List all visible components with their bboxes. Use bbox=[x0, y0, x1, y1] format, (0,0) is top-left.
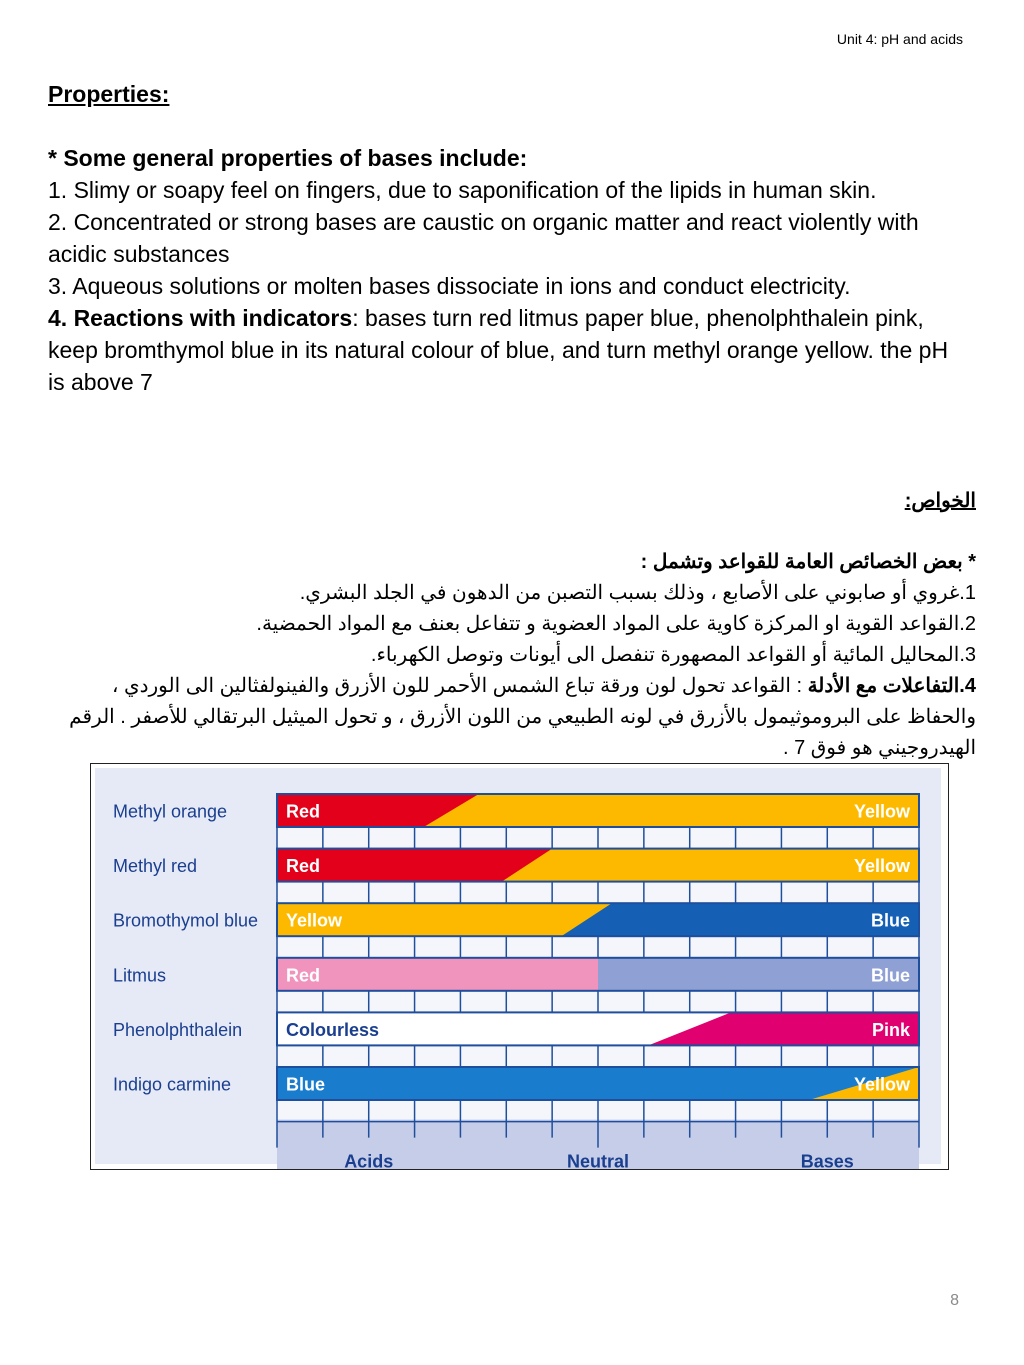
unit-header: Unit 4: pH and acids bbox=[836, 31, 963, 47]
english-item-4-heading: 4. Reactions with indicators bbox=[48, 305, 353, 331]
indicator-base-label: Yellow bbox=[853, 1074, 910, 1095]
arabic-item-1: 1.غروي أو صابوني على الأصابع ، وذلك بسبب التصبن من الدهون في الجلد البشري. bbox=[299, 582, 976, 604]
page-number: 8 bbox=[950, 1292, 959, 1309]
english-item-2: 2. Concentrated or strong bases are caustic on organic matter and react violently with acidic substances bbox=[48, 209, 919, 267]
axis-label: Acids bbox=[344, 1151, 394, 1169]
arabic-item-4-heading: 4.التفاعلات مع الأدلة bbox=[807, 675, 976, 697]
english-item-3: 3. Aqueous solutions or molten bases dissociate in ions and conduct electricity. bbox=[48, 273, 851, 299]
indicator-acid-color-region bbox=[277, 1067, 919, 1100]
arabic-title: الخواص: bbox=[904, 490, 976, 512]
english-section bbox=[48, 78, 968, 398]
arabic-section bbox=[46, 486, 976, 764]
arabic-item-3: 3.المحاليل المائية أو القواعد المصهورة تنفصل الى أيونات وتوصل الكهرباء. bbox=[370, 644, 976, 666]
indicator-acid-label: Blue bbox=[286, 1074, 326, 1095]
english-item-1: 1. Slimy or soapy feel on fingers, due to saponification of the lipids in human skin. bbox=[48, 177, 877, 203]
indicator-base-label: Pink bbox=[871, 1019, 910, 1040]
indicator-chart bbox=[90, 763, 949, 1170]
indicator-name: Indigo carmine bbox=[113, 1074, 232, 1095]
indicator-acid-label: Yellow bbox=[286, 910, 343, 931]
english-item-4 bbox=[48, 302, 968, 398]
indicator-name: Methyl orange bbox=[113, 801, 228, 822]
arabic-item-4 bbox=[46, 671, 976, 764]
english-item-4-text: : bases turn red litmus paper blue, phenolphthalein pink, keep bromthymol blue in its natural colour of blue, and turn methyl orange yellow. the pH is above 7 bbox=[48, 305, 949, 395]
indicator-base-label: Blue bbox=[870, 965, 910, 986]
indicator-base-label: Blue bbox=[870, 910, 910, 931]
arabic-item-4-text: : القواعد تحول لون ورقة تباع الشمس الأحمر للون الأزرق والفينولفثالين الى الوردي ، والحفاظ على البروموثيمول بالأزرق في لونه الطبيعي من اللون الأزرق ، و تحول الميثيل البرتقالي للأصفر . الرقم الهيدروجيني هو فوق 7 . bbox=[69, 675, 976, 759]
arabic-subhead: * بعض الخصائص العامة للقواعد وتشمل : bbox=[640, 551, 976, 573]
indicator-acid-color-region bbox=[277, 958, 598, 991]
english-title: Properties: bbox=[48, 81, 170, 107]
indicator-base-label: Yellow bbox=[853, 856, 910, 877]
indicator-acid-label: Red bbox=[286, 801, 321, 822]
axis-label: Bases bbox=[800, 1151, 854, 1169]
english-subhead: * Some general properties of bases include: bbox=[48, 145, 528, 171]
indicator-acid-label: Red bbox=[286, 965, 321, 986]
indicator-name: Litmus bbox=[113, 965, 167, 986]
indicator-name: Phenolphthalein bbox=[113, 1019, 243, 1040]
arabic-item-2: 2.القواعد القوية او المركزة كاوية على المواد العضوية و تتفاعل بعنف مع المواد الحمضية. bbox=[256, 613, 976, 635]
indicator-acid-label: Red bbox=[286, 856, 321, 877]
axis-label: Neutral bbox=[566, 1151, 630, 1169]
indicator-base-label: Yellow bbox=[853, 801, 910, 822]
indicator-name: Methyl red bbox=[113, 856, 198, 877]
indicator-chart-svg bbox=[91, 764, 948, 1169]
indicator-name: Bromothymol blue bbox=[113, 910, 259, 931]
indicator-acid-label: Colourless bbox=[286, 1019, 380, 1040]
